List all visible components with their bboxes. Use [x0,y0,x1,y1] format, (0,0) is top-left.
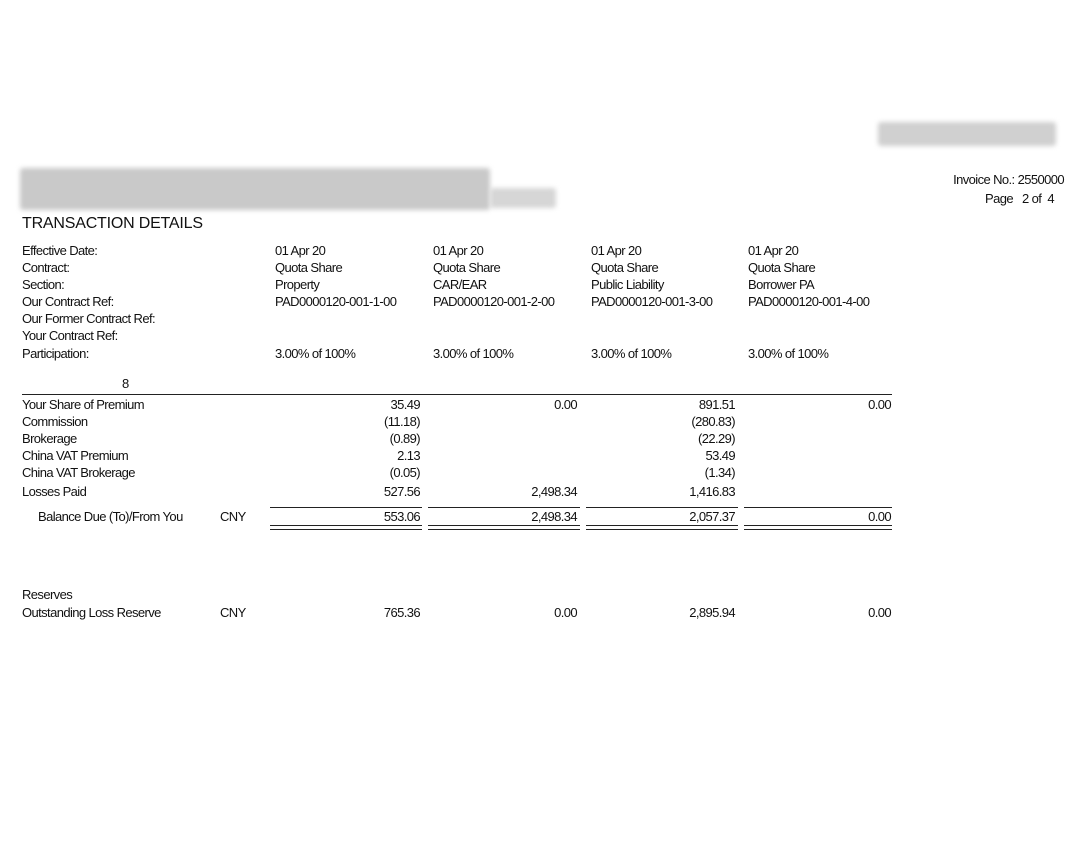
invoice-number: Invoice No.: 2550000 [953,172,1064,187]
col1-effective-date: 01 Apr 20 [275,243,326,258]
balance-col1: 553.06 [383,509,420,524]
col4-contract-ref: PAD0000120-001-4-00 [748,294,870,309]
cell-losses-col1: 527.56 [383,484,420,499]
col1-contract: Quota Share [275,260,343,275]
col2-section: CAR/EAR [433,277,487,292]
cell-vat-brokerage-col3: (1.34) [704,465,735,480]
balance-top-rule-col2 [428,507,580,508]
col1-section: Property [275,277,320,292]
col2-contract-ref: PAD0000120-001-2-00 [433,294,555,309]
redacted-header-right [878,122,1056,146]
balance-col3: 2,057.37 [689,509,735,524]
col3-contract-ref: PAD0000120-001-3-00 [591,294,713,309]
balance-col4: 0.00 [868,509,891,524]
row-label-premium: Your Share of Premium [22,397,145,412]
row-label-commission: Commission [22,414,88,429]
reserves-col3: 2,895.94 [689,605,735,620]
balance-col2: 2,498.34 [531,509,577,524]
col3-participation: 3.00% of 100% [591,346,672,361]
balance-top-rule-col1 [270,507,422,508]
cell-brokerage-col3: (22.29) [698,431,735,446]
label-your-contract-ref: Your Contract Ref: [22,328,118,343]
col3-effective-date: 01 Apr 20 [591,243,642,258]
reserves-col1: 765.36 [383,605,420,620]
redacted-company-name [20,168,540,210]
col2-participation: 3.00% of 100% [433,346,514,361]
balance-currency: CNY [220,509,246,524]
col1-contract-ref: PAD0000120-001-1-00 [275,294,397,309]
cell-commission-col1: (11.18) [383,414,420,429]
reserves-col2: 0.00 [554,605,577,620]
col4-section: Borrower PA [748,277,815,292]
cell-losses-col3: 1,416.83 [689,484,735,499]
cell-premium-col1: 35.49 [390,397,420,412]
row-label-vat-brokerage: China VAT Brokerage [22,465,135,480]
reserves-title: Reserves [22,587,73,602]
reserves-label: Outstanding Loss Reserve [22,605,161,620]
balance-top-rule-col3 [586,507,738,508]
balance-top-rule-col4 [744,507,892,508]
col4-effective-date: 01 Apr 20 [748,243,799,258]
col1-participation: 3.00% of 100% [275,346,356,361]
col2-effective-date: 01 Apr 20 [433,243,484,258]
balance-label: Balance Due (To)/From You [38,509,183,524]
label-participation: Participation: [22,346,89,361]
label-contract: Contract: [22,260,70,275]
cell-losses-col2: 2,498.34 [531,484,577,499]
group-number: 8 [122,376,129,391]
label-effective-date: Effective Date: [22,243,98,258]
cell-vat-premium-col3: 53.49 [705,448,735,463]
col3-contract: Quota Share [591,260,659,275]
cell-brokerage-col1: (0.89) [389,431,420,446]
row-label-vat-premium: China VAT Premium [22,448,129,463]
cell-vat-brokerage-col1: (0.05) [389,465,420,480]
col2-contract: Quota Share [433,260,501,275]
section-divider [22,394,892,395]
label-section: Section: [22,277,65,292]
cell-premium-col3: 891.51 [698,397,735,412]
label-our-former-contract-ref: Our Former Contract Ref: [22,311,155,326]
row-label-losses-paid: Losses Paid [22,484,87,499]
cell-vat-premium-col1: 2.13 [397,448,420,463]
balance-double-rule-col1 [270,525,422,530]
balance-double-rule-col2 [428,525,580,530]
col4-participation: 3.00% of 100% [748,346,829,361]
cell-premium-col4: 0.00 [868,397,891,412]
reserves-col4: 0.00 [868,605,891,620]
section-title: TRANSACTION DETAILS [22,215,203,232]
balance-double-rule-col4 [744,525,892,530]
col4-contract: Quota Share [748,260,816,275]
cell-commission-col3: (280.83) [691,414,735,429]
balance-double-rule-col3 [586,525,738,530]
cell-premium-col2: 0.00 [554,397,577,412]
label-our-contract-ref: Our Contract Ref: [22,294,114,309]
col3-section: Public Liability [591,277,664,292]
reserves-currency: CNY [220,605,246,620]
row-label-brokerage: Brokerage [22,431,77,446]
page-indicator: Page 2 of 4 [985,191,1054,206]
